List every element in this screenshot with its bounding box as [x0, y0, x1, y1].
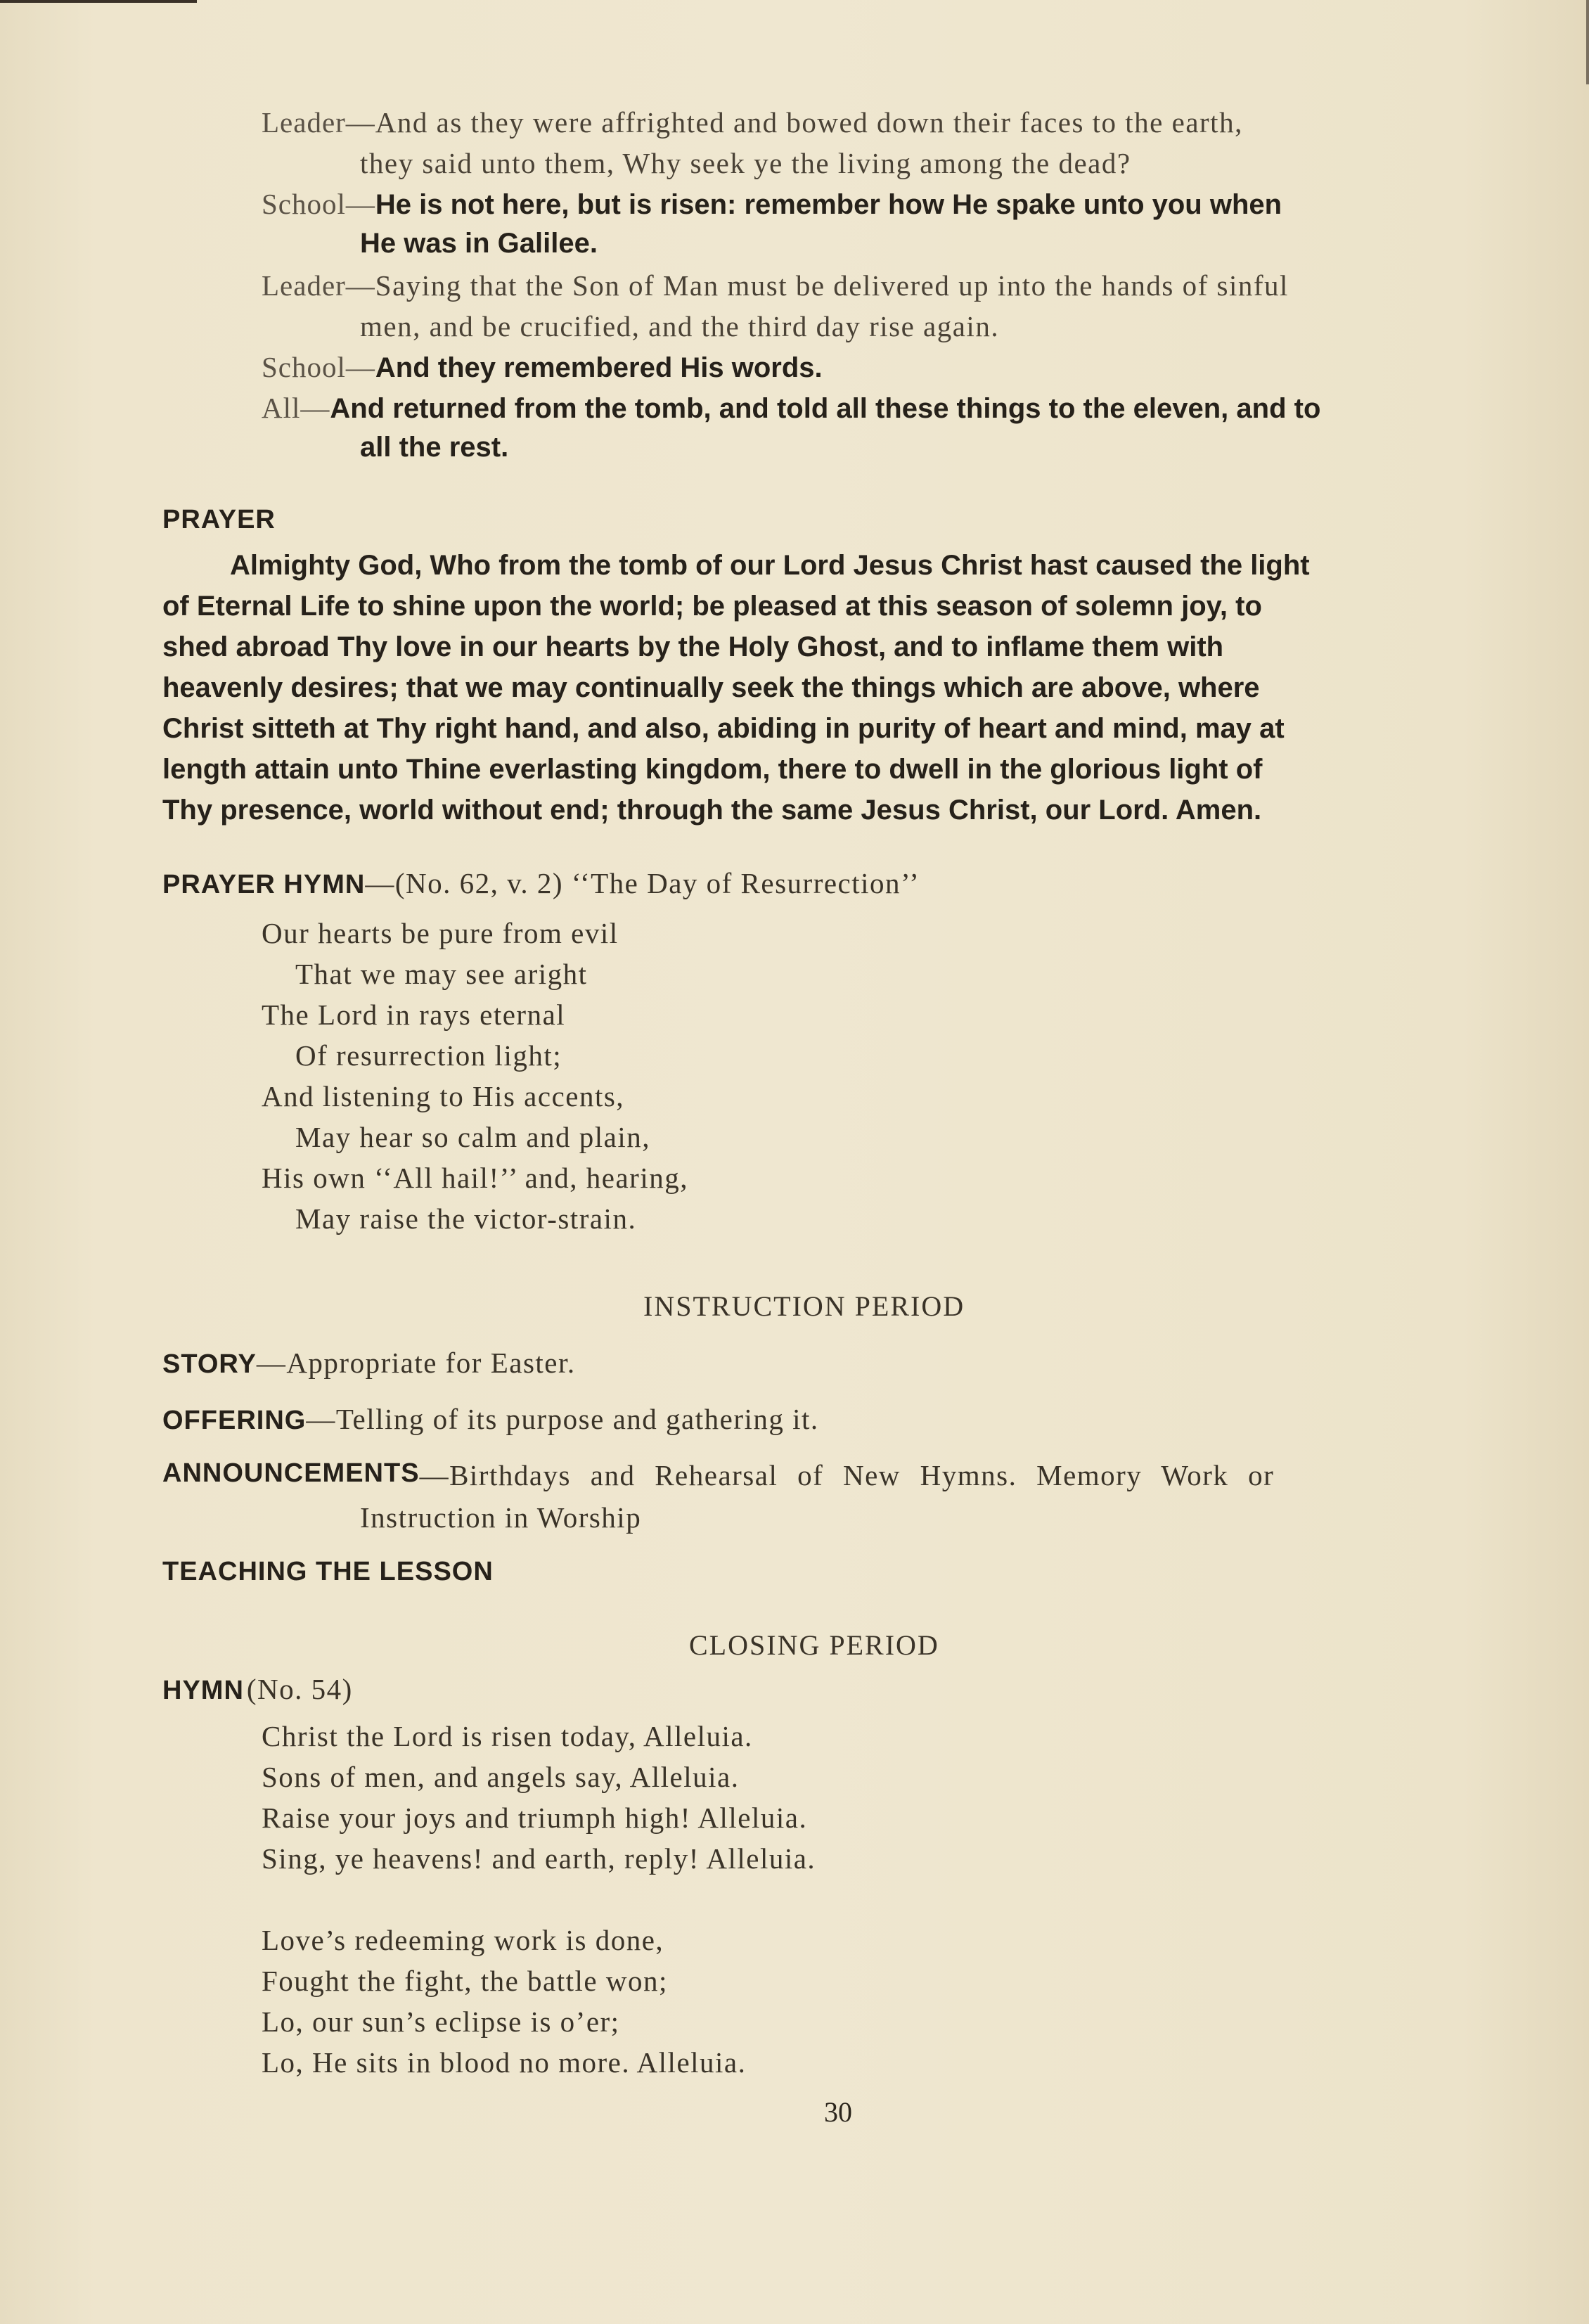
- offering-text: —Telling of its purpose and gathering it.: [306, 1403, 819, 1435]
- verse-line: May hear so calm and plain,: [295, 1121, 651, 1153]
- closing-hymn-title: [162, 1672, 353, 1706]
- reading-line-4: [262, 350, 823, 384]
- verse-line: The Lord in rays eternal: [262, 999, 566, 1031]
- reading-text: And as they were affrighted and bowed down their faces to the earth,: [375, 106, 1243, 139]
- prayer-line: of Eternal Life to shine upon the world; be pleased at this season of solemn joy, to: [162, 591, 1262, 622]
- reading-text: all the rest.: [360, 432, 509, 463]
- reading-text: Saying that the Son of Man must be delivered up into the hands of sinful: [375, 269, 1289, 302]
- verse-line: Lo, our sun’s eclipse is o’er;: [262, 2005, 620, 2038]
- announcements-text-cont: Instruction in Worship: [360, 1501, 642, 1534]
- prayer-hymn-heading: PRAYER HYMN: [162, 870, 366, 899]
- prayer-line: shed abroad Thy love in our hearts by the Holy Ghost, and to inflame them with: [162, 631, 1224, 662]
- page-number: 30: [824, 2096, 852, 2128]
- teaching-the-lesson: TEACHING THE LESSON: [162, 1557, 494, 1586]
- prayer-hymn-verse: [262, 913, 688, 1239]
- reading-text: And returned from the tomb, and told all these things to the eleven, and to: [330, 393, 1321, 424]
- verse-line: Love’s redeeming work is done,: [262, 1924, 664, 1956]
- announcements-text: —Birthdays and Rehearsal of New Hymns. Memory Work or: [419, 1459, 1275, 1491]
- verse-line: Of resurrection light;: [295, 1039, 562, 1072]
- verse-line: Sons of men, and angels say, Alleluia.: [262, 1761, 740, 1793]
- closing-hymn-reference: (No. 54): [246, 1673, 353, 1705]
- announcements-item: [162, 1458, 1526, 1492]
- closing-hymn-stanza-1: [262, 1716, 816, 1879]
- prayer-hymn-reference: —(No. 62, v. 2) ‘‘The Day of Resurrection’’: [365, 867, 920, 899]
- reading-text: they said unto them, Why seek ye the living among the dead?: [360, 147, 1131, 179]
- verse-line: Christ the Lord is risen today, Alleluia.: [262, 1720, 753, 1752]
- reading-line-3: [262, 269, 1289, 302]
- verse-line: His own ‘‘All hail!’’ and, hearing,: [262, 1162, 688, 1194]
- story-item: [162, 1346, 576, 1380]
- offering-label: OFFERING: [162, 1406, 307, 1435]
- instruction-period-heading: INSTRUCTION PERIOD: [643, 1290, 965, 1322]
- reading-line-5: [262, 391, 1320, 425]
- verse-line: May raise the victor-strain.: [295, 1202, 637, 1235]
- closing-hymn-stanza-2: [262, 1920, 746, 2083]
- speaker-label: Leader—: [262, 269, 375, 302]
- announcements-label: ANNOUNCEMENTS: [162, 1458, 420, 1488]
- prayer-hymn-title: [162, 866, 920, 900]
- reading-line-1: [262, 105, 1243, 139]
- offering-item: [162, 1402, 819, 1436]
- reading-text: And they remembered His words.: [375, 352, 823, 383]
- verse-line: Fought the fight, the battle won;: [262, 1965, 668, 1997]
- prayer-heading: PRAYER: [162, 505, 276, 534]
- verse-line: Our hearts be pure from evil: [262, 917, 619, 949]
- prayer-line: Thy presence, world without end; through the same Jesus Christ, our Lord. Amen.: [162, 795, 1262, 826]
- verse-line: Raise your joys and triumph high! Alleluia.: [262, 1802, 808, 1834]
- verse-line: Sing, ye heavens! and earth, reply! Alleluia.: [262, 1842, 816, 1875]
- prayer-text: [162, 550, 1526, 835]
- prayer-line: length attain unto Thine everlasting kingdom, there to dwell in the glorious light of: [162, 754, 1263, 785]
- story-label: STORY: [162, 1349, 257, 1379]
- prayer-line: Christ sitteth at Thy right hand, and also, abiding in purity of heart and mind, may at: [162, 713, 1285, 744]
- prayer-line: Almighty God, Who from the tomb of our Lord Jesus Christ hast caused the light: [230, 550, 1310, 581]
- reading-line-2: [262, 187, 1282, 221]
- verse-line: And listening to His accents,: [262, 1080, 625, 1112]
- story-text: —Appropriate for Easter.: [256, 1347, 576, 1379]
- verse-line: That we may see aright: [295, 958, 588, 990]
- reading-text: He is not here, but is risen: remember how He spake unto you when: [375, 189, 1282, 220]
- speaker-label: School—: [262, 188, 375, 220]
- reading-text: men, and be crucified, and the third day rise again.: [360, 310, 1000, 342]
- speaker-label: Leader—: [262, 106, 375, 139]
- closing-hymn-label: HYMN: [162, 1676, 244, 1705]
- speaker-label: All—: [262, 392, 330, 424]
- reading-text: He was in Galilee.: [360, 228, 598, 259]
- closing-period-heading: CLOSING PERIOD: [689, 1629, 939, 1661]
- prayer-line: heavenly desires; that we may continually seek the things which are above, where: [162, 672, 1260, 703]
- speaker-label: School—: [262, 351, 375, 383]
- verse-line: Lo, He sits in blood no more. Alleluia.: [262, 2046, 747, 2079]
